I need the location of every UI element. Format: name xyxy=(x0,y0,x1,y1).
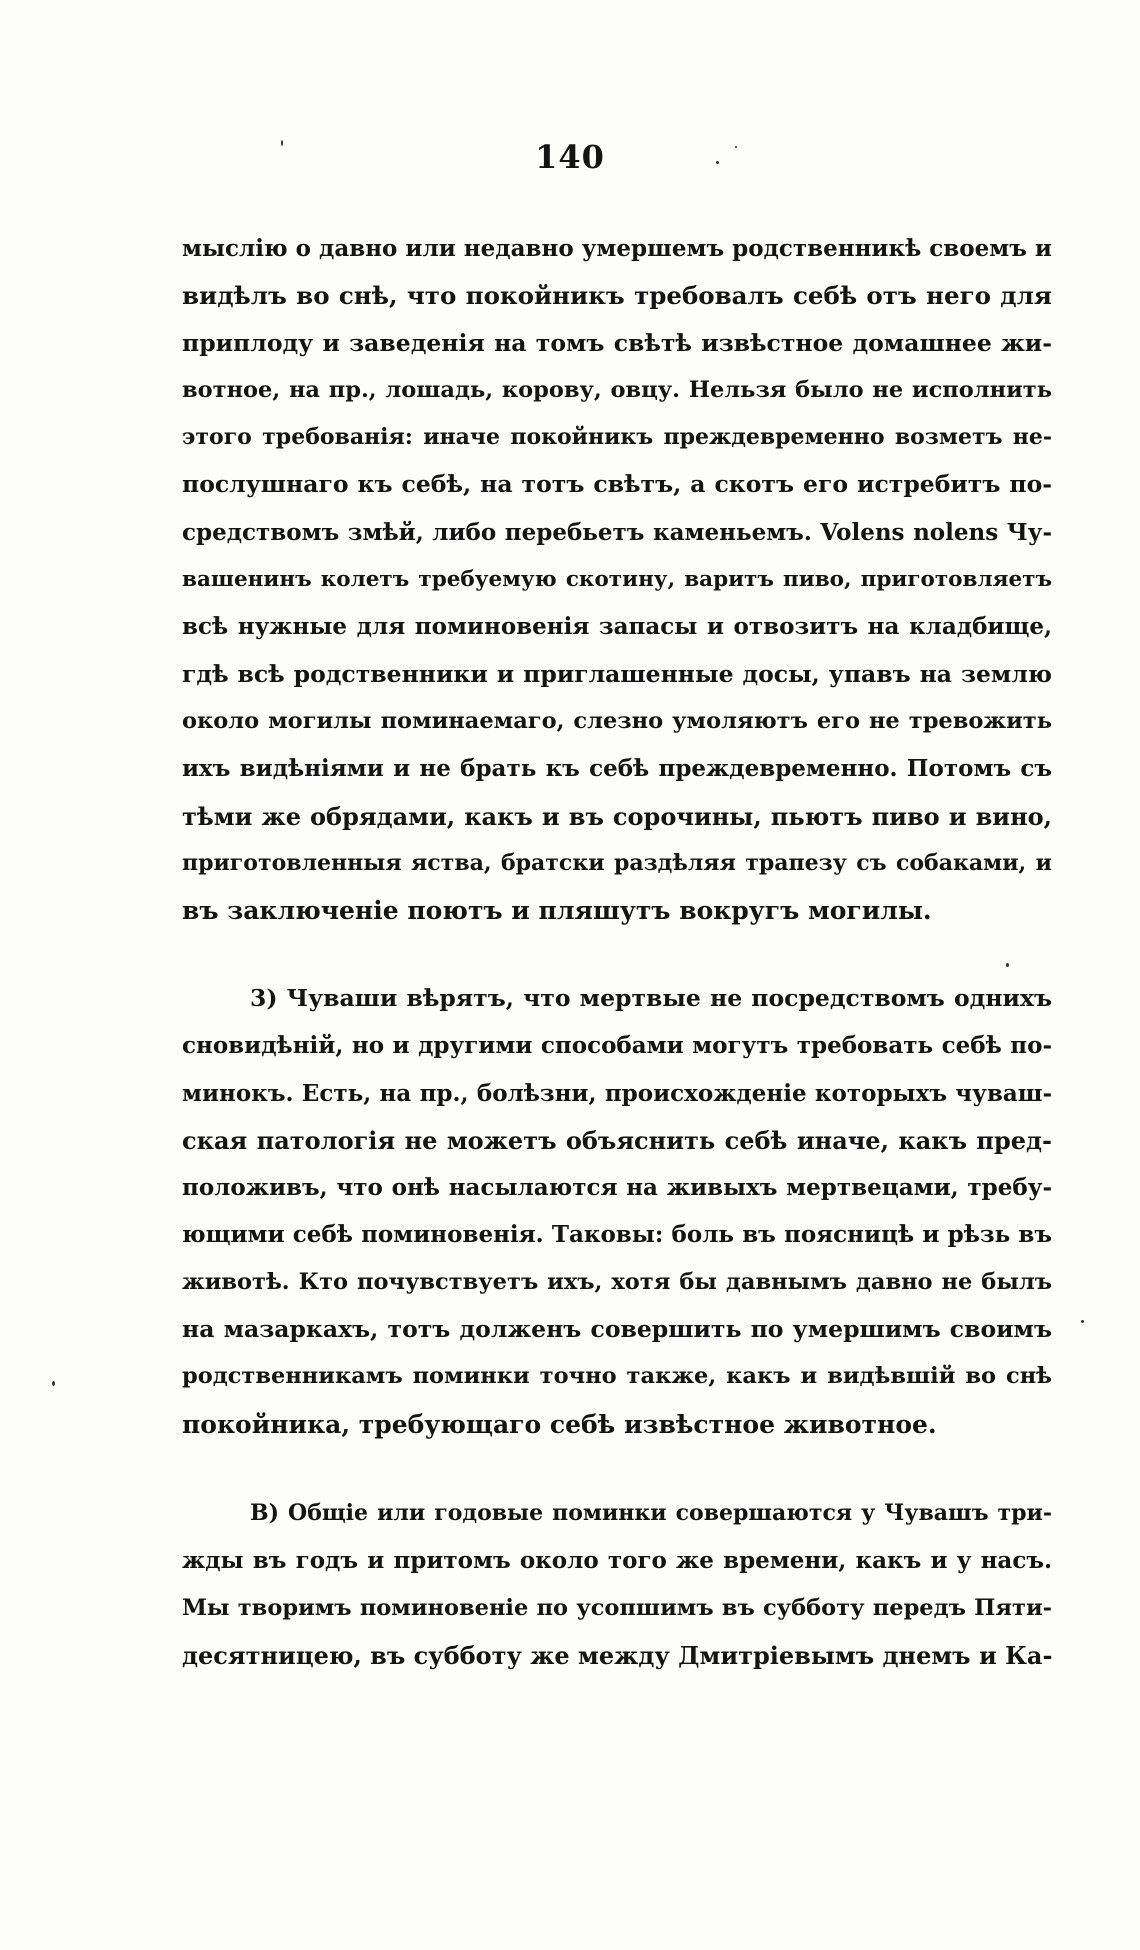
text-line: ская патологія не можетъ объяснить себѣ иначе, какъ пред- xyxy=(182,1125,1052,1155)
text-line: Мы творимъ поминовеніе по усопшимъ въ субботу передъ Пяти- xyxy=(182,1594,1052,1621)
text-line: средствомъ змѣй, либо перебьетъ каменьемъ. Volens nolens Чу- xyxy=(182,518,1052,546)
text-line: на мазаркахъ, тотъ долженъ совершить по умершимъ своимъ xyxy=(182,1315,1052,1344)
scan-speck xyxy=(735,146,737,148)
text-line: минокъ. Есть, на пр., болѣзни, происхожденіе которыхъ чуваш- xyxy=(182,1079,1052,1107)
text-line: въ заключеніе поютъ и пляшутъ вокругъ могилы. xyxy=(182,896,932,926)
text-line: приготовленныя яства, братски раздѣляя трапезу съ собаками, и xyxy=(182,849,1052,876)
text-line: всѣ нужные для поминовенія запасы и отвозитъ на кладбище, xyxy=(182,613,1052,641)
text-line: тѣми же обрядами, какъ и въ сорочины, пьютъ пиво и вино, xyxy=(182,801,1052,831)
text-line: около могилы поминаемаго, слезно умоляютъ его не тревожить xyxy=(182,707,1052,734)
text-line: приплоду и заведенія на томъ свѣтѣ извѣстное домашнее жи- xyxy=(182,328,1052,357)
text-line: десятницею, въ субботу же между Дмитріевымъ днемъ и Ка- xyxy=(182,1640,1053,1670)
scan-speck xyxy=(1006,963,1009,967)
text-line: вотное, на пр., лошадь, корову, овцу. Нельзя было не исполнить xyxy=(182,376,1052,403)
text-line: покойника, требующаго себѣ извѣстное животное. xyxy=(182,1409,937,1439)
text-line: животѣ. Кто почувствуетъ ихъ, хотя бы давнымъ давно не былъ xyxy=(182,1268,1052,1295)
text-line: сновидѣній, но и другими способами могутъ требовать себѣ по- xyxy=(182,1032,1052,1060)
scan-speck xyxy=(52,1381,55,1386)
paragraph-2 xyxy=(182,975,1052,1448)
scan-speck xyxy=(716,161,719,164)
scan-speck xyxy=(281,140,283,146)
text-line: жды въ годъ и притомъ около того же времени, какъ и у насъ. xyxy=(182,1547,1052,1575)
scan-speck xyxy=(1081,1320,1084,1323)
text-line: послушнаго къ себѣ, на тотъ свѣтъ, а скотъ его истребитъ по- xyxy=(182,470,1052,499)
text-line: этого требованія: иначе покойникъ преждевременно возметъ не- xyxy=(182,424,1052,451)
text-line: В) Общіе или годовые поминки совершаются у Чувашъ три- xyxy=(250,1500,1052,1526)
text-line: мыслію о давно или недавно умершемъ родственникѣ своемъ и xyxy=(182,235,1052,262)
text-line: гдѣ всѣ родственники и приглашенные досы, упавъ на землю xyxy=(182,659,1052,688)
text-line: 3) Чуваши вѣрятъ, что мертвые не посредствомъ однихъ xyxy=(250,984,1052,1012)
text-line: родственникамъ поминки точно также, какъ и видѣвшій во снѣ xyxy=(182,1363,1052,1390)
text-line: ихъ видѣніями и не брать къ себѣ преждевременно. Потомъ съ xyxy=(182,755,1052,783)
text-line: видѣлъ во снѣ, что покойникъ требовалъ себѣ отъ него для xyxy=(182,281,1052,311)
text-line: положивъ, что онѣ насылаются на живыхъ мертвецами, требу- xyxy=(182,1174,1052,1202)
text-line: ющими себѣ поминовенія. Таковы: боль въ поясницѣ и рѣзь въ xyxy=(182,1221,1052,1249)
paragraph-1 xyxy=(182,225,1052,934)
paragraph-3 xyxy=(182,1490,1052,1679)
page-number: 140 xyxy=(535,138,605,176)
text-line: вашенинъ колетъ требуемую скотину, варитъ пиво, приготовляетъ xyxy=(182,567,1052,593)
